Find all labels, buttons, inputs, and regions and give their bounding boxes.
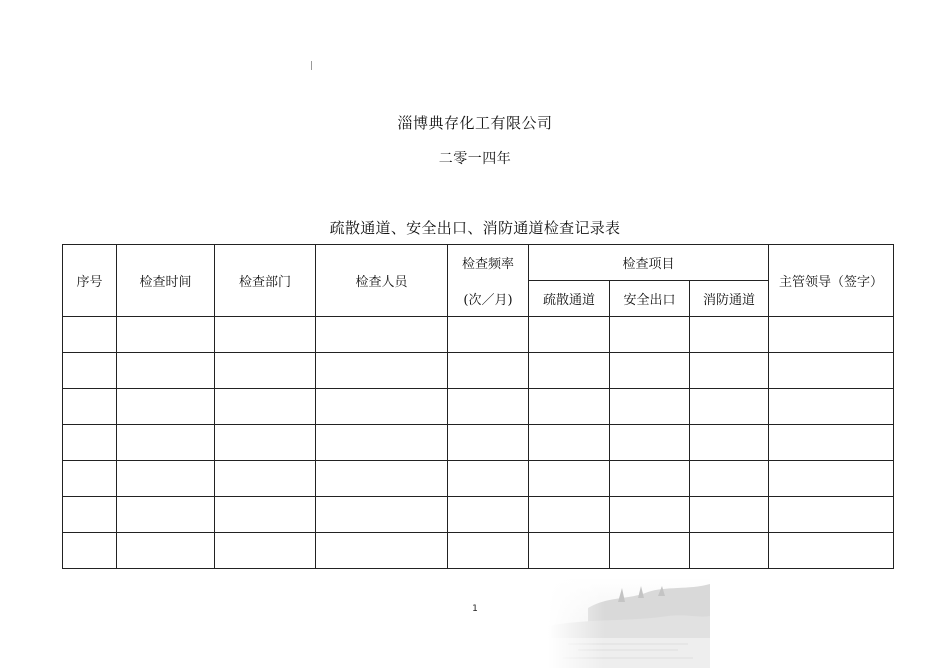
table-cell: [117, 353, 215, 389]
table-cell: [63, 353, 117, 389]
inspection-record-table: [62, 244, 894, 569]
table-cell: [215, 497, 316, 533]
table-cell: [316, 317, 448, 353]
table-row: [63, 425, 894, 461]
table-cell: [448, 353, 529, 389]
table-cell: [690, 497, 769, 533]
table-cell: [63, 317, 117, 353]
table-cell: [63, 389, 117, 425]
table-cell: [529, 497, 610, 533]
table-cell: [448, 533, 529, 569]
table-cell: [610, 461, 690, 497]
table-cell: [690, 533, 769, 569]
table-cell: [316, 389, 448, 425]
table-cell: [529, 317, 610, 353]
table-cell: [529, 533, 610, 569]
table-cell: [117, 461, 215, 497]
header-check-items: 检查项目: [529, 245, 769, 281]
table-cell: [769, 389, 894, 425]
table-cell: [529, 461, 610, 497]
table-cell: [117, 317, 215, 353]
table-header-row: [63, 245, 894, 281]
table-cell: [316, 533, 448, 569]
table-cell: [316, 425, 448, 461]
table-row: [63, 461, 894, 497]
table-body: [63, 317, 894, 569]
table-cell: [316, 461, 448, 497]
header-frequency-line1: 检查频率: [448, 245, 529, 281]
table-cell: [690, 389, 769, 425]
table-cell: [215, 353, 316, 389]
header-evacuation-passage: 疏散通道: [529, 281, 610, 317]
table-cell: [117, 389, 215, 425]
table-cell: [448, 425, 529, 461]
table-cell: [610, 425, 690, 461]
table-cell: [215, 533, 316, 569]
table-cell: [215, 317, 316, 353]
table-cell: [316, 497, 448, 533]
header-index: 序号: [63, 245, 117, 317]
header-check-department: 检查部门: [215, 245, 316, 317]
table-cell: [690, 461, 769, 497]
table-cell: [448, 317, 529, 353]
page-number: 1: [472, 604, 478, 614]
table-cell: [690, 425, 769, 461]
table-cell: [63, 461, 117, 497]
table-cell: [448, 389, 529, 425]
table-cell: [769, 497, 894, 533]
table-cell: [63, 497, 117, 533]
table-cell: [529, 425, 610, 461]
table-row: [63, 533, 894, 569]
table-cell: [529, 389, 610, 425]
table-cell: [690, 317, 769, 353]
table-cell: [215, 389, 316, 425]
company-name: 淄博典存化工有限公司: [397, 114, 553, 132]
table-cell: [117, 425, 215, 461]
header-fire-passage: 消防通道: [690, 281, 769, 317]
landscape-watermark-image: [548, 578, 710, 668]
table-cell: [63, 533, 117, 569]
table-cell: [690, 353, 769, 389]
table-cell: [610, 353, 690, 389]
table-cell: [769, 317, 894, 353]
table-row: [63, 317, 894, 353]
table-cell: [529, 353, 610, 389]
table-row: [63, 353, 894, 389]
table-cell: [316, 353, 448, 389]
header-check-time: 检查时间: [117, 245, 215, 317]
table-cell: [448, 497, 529, 533]
table-cell: [769, 353, 894, 389]
table-cell: [63, 425, 117, 461]
table-row: [63, 497, 894, 533]
table-cell: [610, 533, 690, 569]
header-frequency-line2: (次／月): [448, 281, 529, 317]
header-inspectors: 检查人员: [316, 245, 448, 317]
table-cell: [448, 461, 529, 497]
table-cell: [215, 461, 316, 497]
table-cell: [769, 461, 894, 497]
document-year: 二零一四年: [438, 151, 512, 167]
header-supervisor-signature: 主管领导（签字）: [769, 245, 894, 317]
table-cell: [117, 533, 215, 569]
table-cell: [769, 425, 894, 461]
table-cell: [610, 389, 690, 425]
table-cell: [610, 317, 690, 353]
margin-mark: [311, 61, 312, 70]
table-cell: [215, 425, 316, 461]
table-cell: [610, 497, 690, 533]
table-cell: [117, 497, 215, 533]
table-cell: [769, 533, 894, 569]
table-row: [63, 389, 894, 425]
table-title: 疏散通道、安全出口、消防通道检查记录表: [329, 219, 621, 237]
header-safety-exit: 安全出口: [610, 281, 690, 317]
